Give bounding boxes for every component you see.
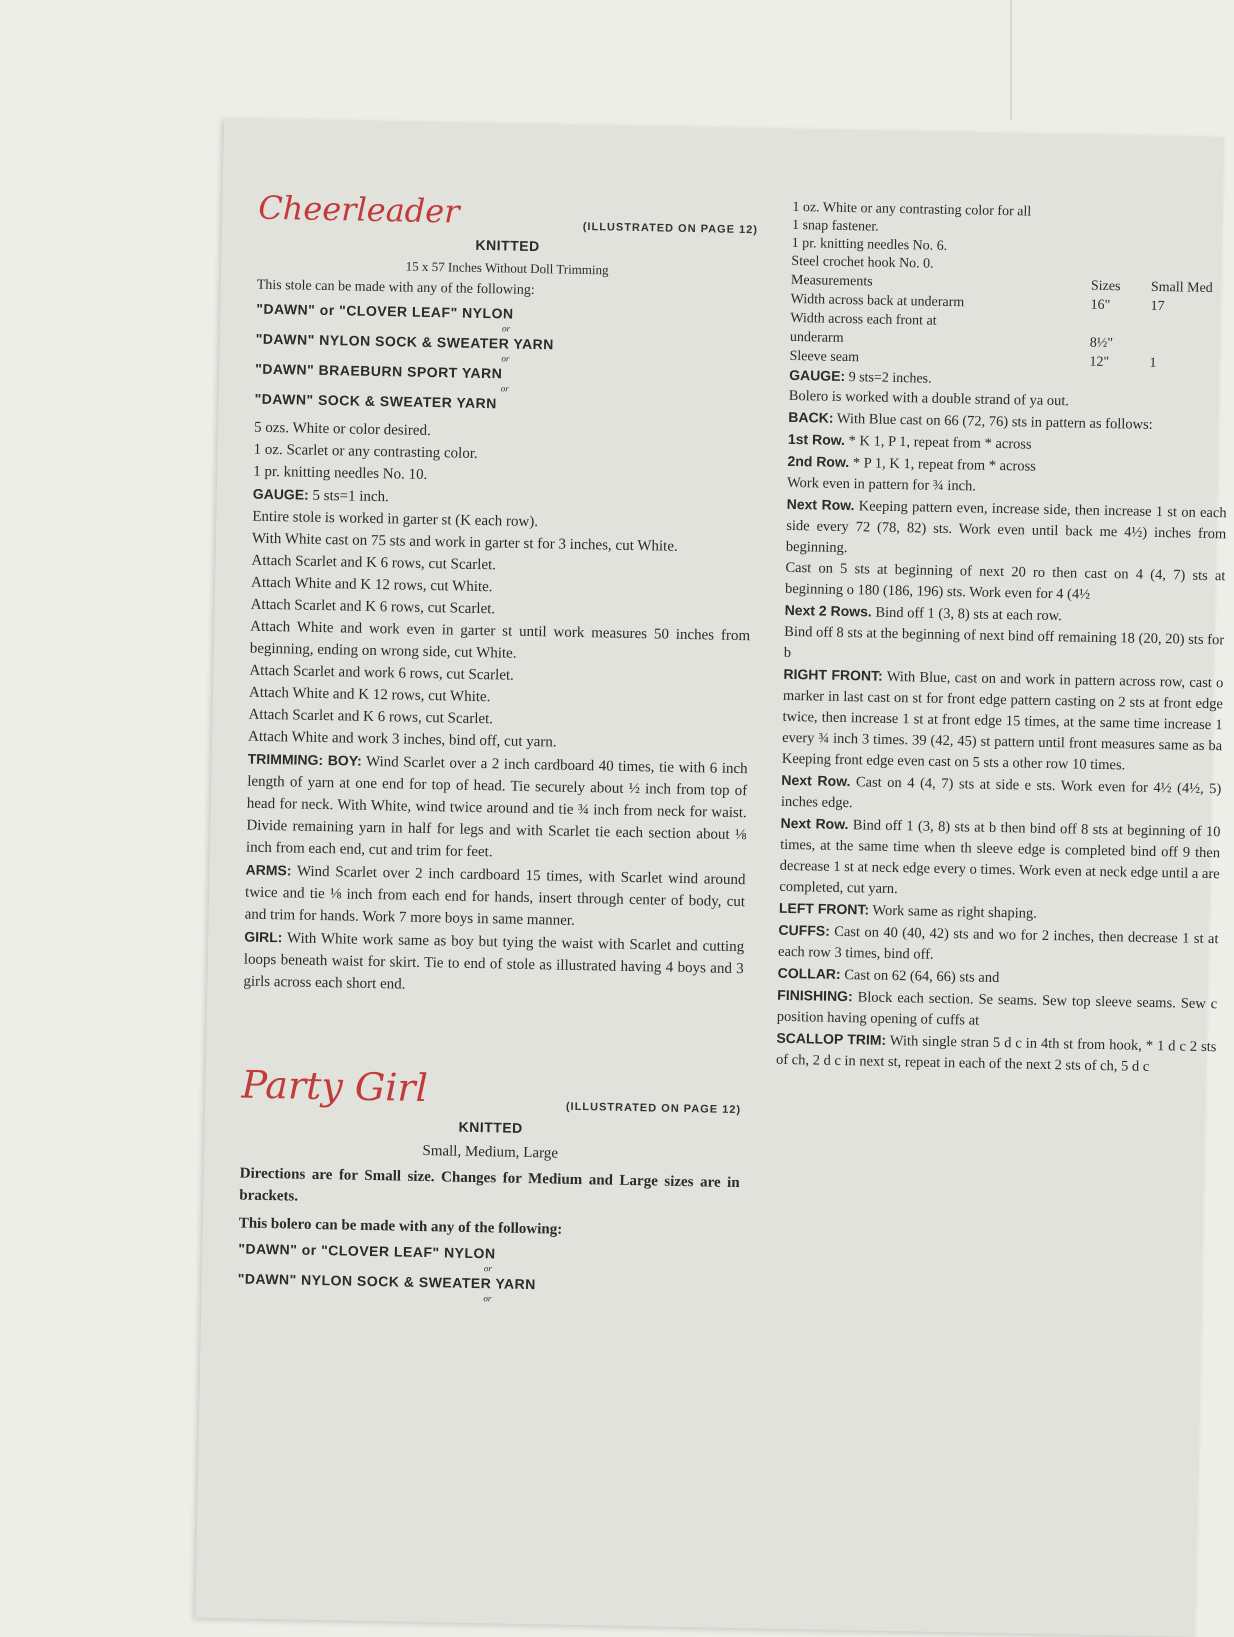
instruction-text: Block each section. Se seams. Sew top sleeve seams. Sew c position having opening of cuffs at	[777, 989, 1218, 1028]
instruction-label: Next Row.	[781, 772, 850, 789]
girl-section	[243, 926, 744, 1003]
measurement-label: Width across each front at	[790, 309, 1090, 334]
instruction-paragraph	[782, 664, 1224, 778]
instruction-text: Bind off 8 sts at the beginning of next bind off remaining 18 (20, 20) sts for b	[784, 624, 1225, 661]
girl-label: GIRL:	[244, 929, 282, 946]
party-girl-sizes: Small, Medium, Large	[240, 1137, 740, 1169]
measurement-small: 12"	[1089, 353, 1149, 373]
arms-text: Wind Scarlet over 2 inch cardboard 15 times, with Scarlet wind around twice and tie ⅛ inch from each end for hands, insert through center of body, cut and trim for hands. Work 7 more boys in same manner.	[245, 864, 746, 929]
step: Attach White and K 12 rows, cut White.	[251, 572, 751, 604]
measurement-medium: 1	[1149, 354, 1156, 373]
measurement-label: Measurements	[791, 271, 1091, 296]
gauge-text: 5 sts=1 inch.	[312, 488, 389, 505]
trimming-section	[246, 748, 748, 869]
right-column	[776, 199, 1233, 1079]
step: Attach White and work 3 inches, bind off, cut yarn.	[248, 726, 748, 758]
instruction-text: * P 1, K 1, repeat from * across	[853, 455, 1036, 475]
arms-section	[245, 859, 746, 936]
measurements-table	[789, 271, 1231, 374]
party-girl-type: KNITTED	[241, 1115, 741, 1141]
step: Attach Scarlet and work 6 rows, cut Scarlet.	[249, 660, 749, 692]
instruction-text: Work same as right shaping.	[872, 903, 1037, 922]
trimming-text: Wind Scarlet over a 2 inch cardboard 40 times, tie with 6 inch length of yarn at one end for top of head. Tie securely about ½ inch from top of head for neck. With White, wind twice around and tie ¾ inch from neck for waist. Divide remaining yarn in half for legs and with Scarlet tie each section about ⅛ inch from each end, cut and trim for feet.	[246, 754, 748, 860]
material-item: 1 pr. knitting needles No. 6.	[792, 235, 1232, 261]
measurement-medium: 17	[1150, 297, 1164, 316]
cheerleader-illustrated-note: (ILLUSTRATED ON PAGE 12)	[583, 221, 758, 236]
instruction-text: Cast on 4 (4, 7) sts at side e sts. Work even for 4½ (4½, 5) inches edge.	[781, 774, 1222, 811]
cheerleader-title: Cheerleader	[258, 189, 460, 231]
left-column	[237, 189, 758, 1310]
party-girl-illustrated-note: (ILLUSTRATED ON PAGE 12)	[566, 1101, 741, 1116]
or-separator: or	[256, 319, 756, 339]
step: Entire stole is worked in garter st (K each row).	[252, 506, 752, 538]
material-item: Steel crochet hook No. 0.	[791, 253, 1231, 279]
instruction-label: Next Row.	[787, 496, 855, 513]
instruction-text: Bolero is worked with a double strand of ya out.	[789, 388, 1070, 409]
or-separator: or	[237, 1288, 737, 1308]
pattern-page	[195, 118, 1224, 1637]
or-separator: or	[255, 349, 755, 369]
instruction-label: BACK:	[788, 409, 833, 426]
instruction-text: With single stran 5 d c in 4th st from hook, * 1 d c 2 sts of ch, 2 d c in next st, repeat in each of the next 2 sts of ch, 5 d c	[776, 1033, 1217, 1075]
cheerleader-yarn-4: "DAWN" SOCK & SWEATER YARN	[254, 391, 754, 417]
step: With White cast on 75 sts and work in garter st for 3 inches, cut White.	[252, 528, 752, 560]
cheerleader-materials	[253, 417, 754, 493]
measurement-small: 8½"	[1090, 334, 1150, 354]
instruction-text: Bind off 1 (3, 8) sts at b then bind off 8 sts at beginning of 10 times, at the same time when th sleeve edge is completed bind off 9 then decrease 1 st at neck edge every o times. Work even at neck edge until a are completed, cut yarn.	[779, 817, 1220, 897]
instruction-label: CUFFS:	[778, 922, 830, 939]
step: Attach White and work even in garter st until work measures 50 inches from beginning, ending on wrong side, cut White.	[250, 616, 751, 670]
measurement-medium: Small Med	[1151, 278, 1213, 298]
cheerleader-yarn-1: "DAWN" or "CLOVER LEAF" NYLON	[256, 301, 756, 327]
party-girl-directions: Directions are for Small size. Changes for Medium and Large sizes are in brackets.	[239, 1162, 740, 1216]
instruction-label: 1st Row.	[788, 431, 845, 448]
instruction-text: Bind off 1 (3, 8) sts at each row.	[875, 605, 1062, 625]
instruction-label: FINISHING:	[777, 987, 853, 1004]
measurement-small: 16"	[1090, 296, 1150, 316]
backdrop-fold-line	[1010, 0, 1012, 120]
instruction-paragraph	[779, 813, 1221, 906]
arms-label: ARMS:	[245, 862, 291, 879]
or-separator: or	[255, 379, 755, 399]
cheerleader-header	[258, 189, 759, 237]
instruction-label: Next Row.	[780, 815, 848, 832]
gauge-label: GAUGE:	[789, 367, 845, 384]
instruction-text: Cast on 40 (40, 42) sts and wo for 2 inches, then decrease 1 st at each row 3 times, bind off.	[778, 924, 1219, 963]
instruction-text: * K 1, P 1, repeat from * across	[848, 433, 1031, 453]
cheerleader-size: 15 x 57 Inches Without Doll Trimming	[257, 253, 757, 285]
gauge-text: 9 sts=2 inches.	[848, 370, 931, 387]
cheerleader-yarn-2: "DAWN" NYLON SOCK & SWEATER YARN	[256, 331, 756, 357]
material-item: 5 ozs. White or color desired.	[254, 417, 754, 449]
or-separator: or	[238, 1258, 738, 1278]
instruction-text: Cast on 5 sts at beginning of next 20 ro then cast on 4 (4, 7) sts at beginning o 180 (186, 196) sts. Work even for 4 (4½	[785, 560, 1226, 603]
step: Attach Scarlet and K 6 rows, cut Scarlet.	[251, 550, 751, 582]
instruction-text: Keeping pattern even, increase side, then increase 1 st on each side every 72 (78, 82) sts. Work even until back me 4½) inches from beginning.	[786, 498, 1227, 556]
step: Attach White and K 12 rows, cut White.	[249, 682, 749, 714]
cheerleader-yarn-3: "DAWN" BRAEBURN SPORT YARN	[255, 361, 755, 387]
measurement-label: Width across back at underarm	[790, 290, 1090, 315]
material-item: 1 oz. White or any contrasting color for all	[792, 199, 1232, 225]
party-girl-yarn-1: "DAWN" or "CLOVER LEAF" NYLON	[238, 1240, 738, 1266]
measurement-label: underarm	[790, 328, 1090, 353]
party-girl-intro: This bolero can be made with any of the following:	[239, 1212, 739, 1244]
cheerleader-steps	[248, 506, 753, 758]
material-item: 1 snap fastener.	[792, 217, 1232, 243]
instruction-label: 2nd Row.	[787, 453, 849, 470]
instruction-label: COLLAR:	[778, 965, 841, 982]
right-instructions	[776, 386, 1229, 1079]
instruction-text: Cast on 62 (64, 66) sts and	[844, 967, 999, 986]
girl-text: With White work same as boy but tying the waist with Scarlet and cutting loops beneath waist for skirt. Tie to end of stole as illustrated having 4 boys and 3 girls across each short end.	[243, 930, 744, 992]
cheerleader-type: KNITTED	[257, 233, 757, 259]
measurement-small	[1090, 315, 1150, 335]
measurement-label: Sleeve seam	[789, 347, 1089, 372]
measurement-small: Sizes	[1091, 277, 1151, 297]
instruction-label: LEFT FRONT:	[779, 900, 870, 918]
gauge-label: GAUGE:	[253, 486, 309, 503]
instruction-paragraph	[776, 1028, 1217, 1079]
instruction-text: With Blue, cast on and work in pattern across row, cast o marker in last cast on st for front edge pattern casting on 2 sts at front edge twice, then increase 1 st at front edge 15 times, at the same time increase 1 every ¾ inch 3 times. 39 (42, 45) st pattern until front measures same as ba Keeping front edge even cast on 5 sts a other row 10 times.	[782, 669, 1224, 774]
material-item: 1 oz. Scarlet or any contrasting color.	[253, 439, 753, 471]
instruction-paragraph	[786, 494, 1227, 566]
party-girl-yarn-2: "DAWN" NYLON SOCK & SWEATER YARN	[238, 1270, 738, 1296]
step: Attach Scarlet and K 6 rows, cut Scarlet.	[248, 704, 748, 736]
instruction-label: RIGHT FRONT:	[783, 666, 883, 684]
instruction-label: SCALLOP TRIM:	[776, 1030, 886, 1048]
instruction-label: Next 2 Rows.	[785, 602, 872, 620]
cheerleader-intro: This stole can be made with any of the following:	[257, 275, 757, 307]
party-girl-title: Party Girl	[241, 1063, 428, 1111]
step: Attach Scarlet and K 6 rows, cut Scarlet.	[250, 594, 750, 626]
instruction-text: Work even in pattern for ¾ inch.	[787, 475, 976, 495]
instruction-text: With Blue cast on 66 (72, 76) sts in pattern as follows:	[837, 411, 1153, 433]
trimming-label: TRIMMING: BOY:	[248, 751, 362, 769]
material-item: 1 pr. knitting needles No. 10.	[253, 461, 753, 493]
party-girl-header	[241, 1063, 742, 1117]
